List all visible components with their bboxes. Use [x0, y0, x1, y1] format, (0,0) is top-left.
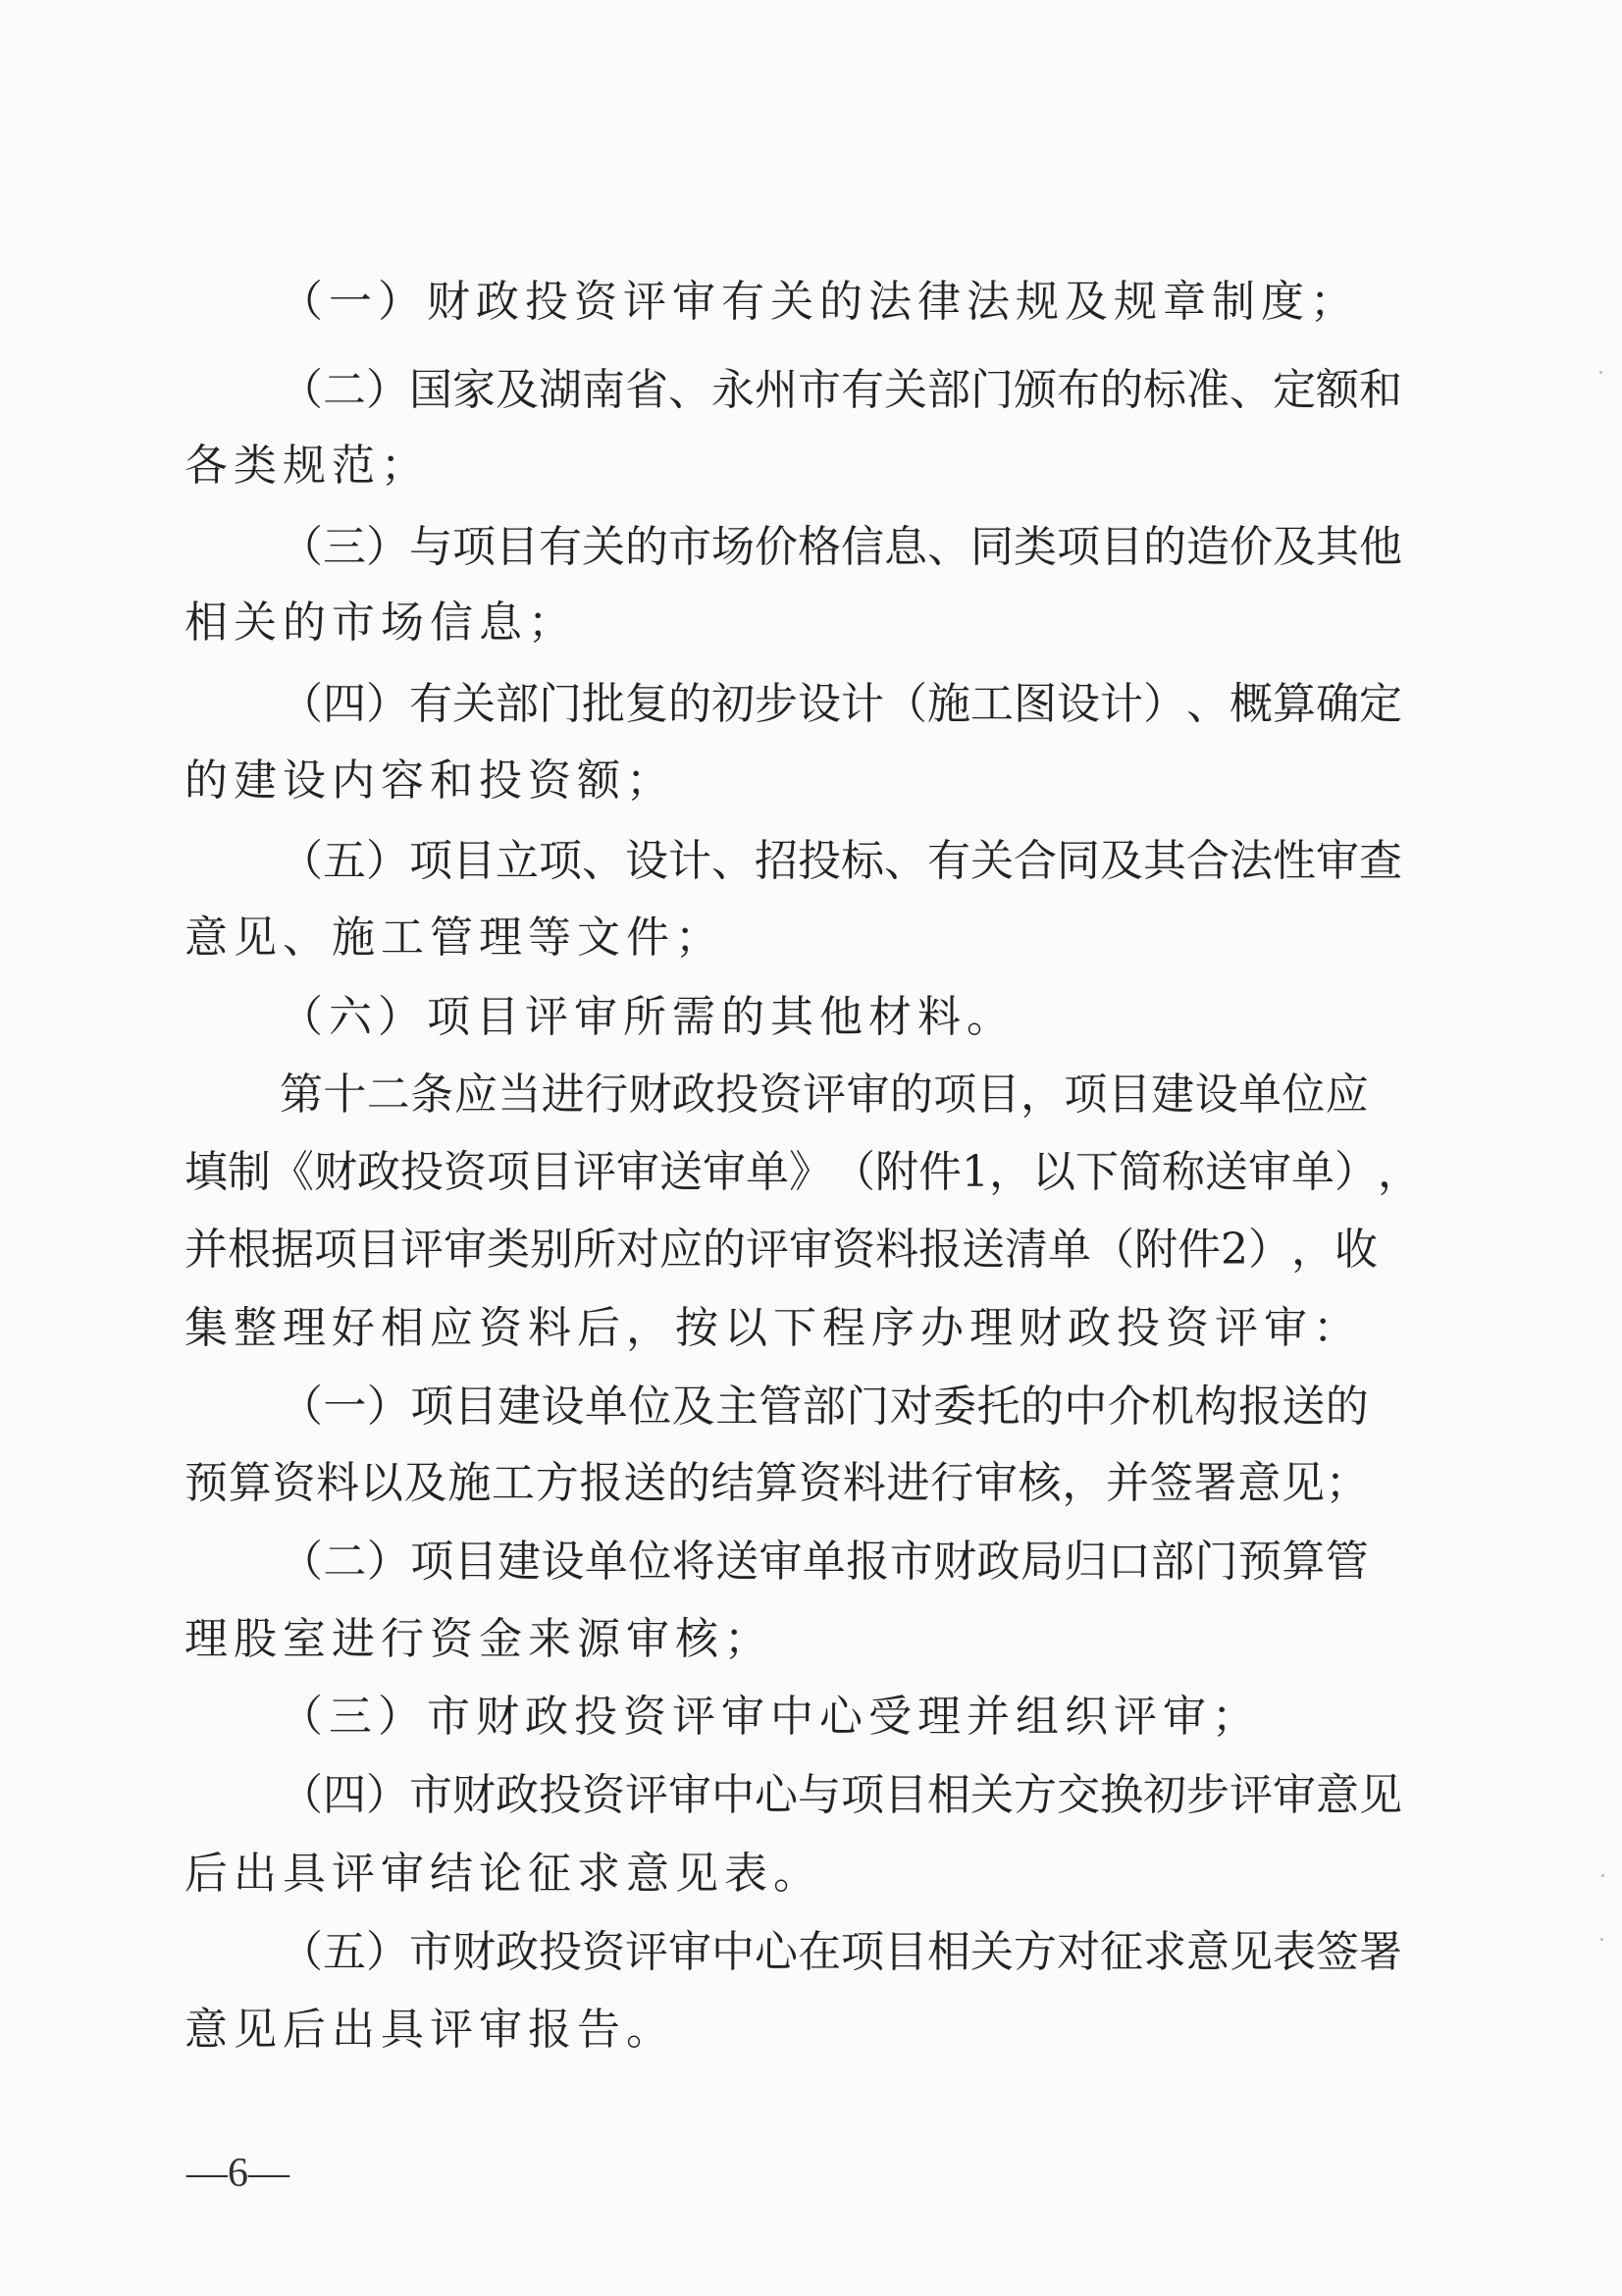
text-line: （三）市财政投资评审中心受理并组织评审；	[280, 1692, 1261, 1742]
text-line: （ 二 ） 国 家 及 湖 南 省 、 永 州 市 有 关 部 门 颁 布 的 标 准 、 定 额 和	[280, 365, 1402, 415]
page-number: —6—	[186, 2151, 289, 2196]
text-line: （ 一 ） 项 目 建 设 单 位 及 主 管 部 门 对 委 托 的 中 介 机 构 报 送 的	[280, 1382, 1369, 1432]
text-line: 集整理好相应资料后，按以下程序办理财政投资评审：	[184, 1303, 1362, 1353]
text-line: 理股室进行资金来源审核；	[184, 1614, 773, 1664]
text-line: （ 二 ） 项 目 建 设 单 位 将 送 审 单 报 市 财 政 局 归 口 部 门 预 算 管	[280, 1537, 1369, 1587]
text-line: （ 五 ） 市 财 政 投 资 评 审 中 心 在 项 目 相 关 方 对 征 求 意 见 表 签 署	[280, 1927, 1402, 1977]
text-line: 意见、施工管理等文件；	[184, 913, 724, 963]
text-line: （ 五 ） 项 目 立 项 、 设 计 、 招 投 标 、 有 关 合 同 及 其 合 法 性 审 查	[280, 836, 1402, 886]
text-line: （ 四 ） 市 财 政 投 资 评 审 中 心 与 项 目 相 关 方 交 换 初 步 评 审 意 见	[280, 1770, 1402, 1820]
scan-speck	[1601, 1874, 1604, 1877]
text-line: 相关的市场信息；	[184, 598, 577, 648]
text-line: （ 四 ） 有 关 部 门 批 复 的 初 步 设 计 （ 施 工 图 设 计 ） 、 概 算 确 定	[280, 679, 1402, 729]
text-line: 后出具评审结论征求意见表。	[184, 1849, 822, 1899]
text-line: 并 根 据 项 目 评 审 类 别 所 对 应 的 评 审 资 料 报 送 清 单 （ 附 件 2 ） ， 收	[184, 1225, 1378, 1275]
scan-speck	[1600, 1938, 1603, 1941]
text-line: （ 三 ） 与 项 目 有 关 的 市 场 价 格 信 息 、 同 类 项 目 的 造 价 及 其 他	[280, 522, 1402, 572]
text-line: 填 制 《 财 政 投 资 项 目 评 审 送 审 单 》 （ 附 件 1 ， 以 下 简 称 送 审 单 ） ，	[184, 1147, 1421, 1197]
text-line: （六）项目评审所需的其他材料。	[280, 992, 1016, 1042]
text-line: （一）财政投资评审有关的法律法规及规章制度；	[280, 277, 1359, 327]
text-line: 预 算 资 料 以 及 施 工 方 报 送 的 结 算 资 料 进 行 审 核 ， 并 签 署 意 见 ；	[184, 1458, 1369, 1508]
text-line: 意见后出具评审报告。	[184, 2005, 675, 2055]
text-line: 第 十 二 条 应 当 进 行 财 政 投 资 评 审 的 项 目 ， 项 目 建 设 单 位 应	[280, 1070, 1369, 1120]
text-line: 的建设内容和投资额；	[184, 756, 675, 806]
scan-speck	[1599, 371, 1602, 374]
text-line: 各类规范；	[184, 441, 430, 491]
